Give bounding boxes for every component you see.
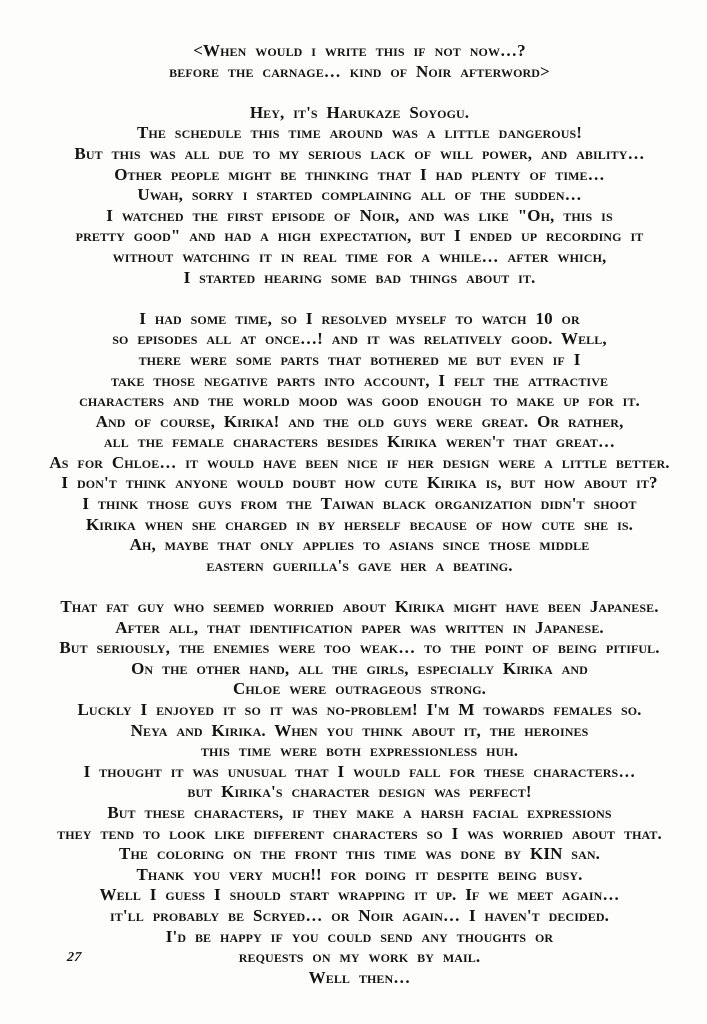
text-line: I'd be happy if you could send any thoughts or	[165, 926, 554, 946]
text-line: But this was all due to my serious lack of will power, and ability…	[74, 143, 645, 163]
text-line: Luckly I enjoyed it so it was no-problem! I'm M towards females so.	[77, 700, 642, 719]
text-line: they tend to look like different characters so I was worried about that.	[57, 823, 662, 843]
paragraph	[20, 103, 699, 288]
text-line: On the other hand, all the girls, especially Kirika and	[131, 658, 588, 678]
afterword-title	[20, 41, 699, 82]
text-line: all the female characters besides Kirika weren't that great…	[103, 432, 616, 452]
title-line: <When would i write this if not now…?	[193, 41, 526, 60]
text-line: Thank you very much!! for doing it despite being busy.	[136, 864, 583, 884]
text-line: Uwah, sorry i started complaining all of the sudden…	[137, 185, 582, 205]
text-line: but Kirika's character design was perfect!	[187, 782, 532, 802]
text-line: I had some time, so I resolved myself to watch 10 or	[139, 308, 580, 328]
text-line: Well then…	[308, 967, 411, 987]
text-line: characters and the world mood was good enough to make up for it.	[79, 391, 640, 411]
text-line: it'll probably be Scryed… or Noir again… I haven't decided.	[109, 905, 609, 925]
text-line: this time were both expressionless huh.	[200, 741, 519, 761]
text-line: take those negative parts into account, I felt the attractive	[110, 370, 609, 390]
text-line: After all, that identification paper was written in Japanese.	[115, 617, 604, 637]
text-line: The coloring on the front this time was done by KIN san.	[119, 844, 600, 864]
text-line: there were some parts that bothered me but even if I	[138, 349, 581, 369]
text-line: But seriously, the enemies were too weak… to the point of being pitiful.	[59, 638, 660, 658]
title-line: before the carnage… kind of Noir afterword>	[169, 61, 550, 81]
text-line: eastern guerilla's gave her a beating.	[206, 555, 513, 575]
text-line: Hey, it's Harukaze Soyogu.	[249, 102, 470, 122]
text-line: without watching it in real time for a while… after which,	[112, 246, 607, 266]
text-line: And of course, Kirika! and the old guys were great. Or rather,	[95, 411, 624, 431]
text-line: Other people might be thinking that I had plenty of time…	[114, 164, 605, 184]
text-line: The schedule this time around was a little dangerous!	[136, 123, 583, 143]
text-line: Kirika when she charged in by herself because of how cute she is.	[85, 514, 634, 534]
text-line: That fat guy who seemed worried about Kirika might have been Japanese.	[60, 597, 659, 617]
text-line: pretty good" and had a high expectation, but I ended up recording it	[75, 226, 644, 246]
afterword-content	[20, 41, 699, 988]
text-line: requests on my work by mail.	[238, 947, 481, 967]
text-line: I don't think anyone would doubt how cute Kirika is, but how about it?	[61, 473, 658, 493]
text-line: so episodes all at once…! and it was relatively good. Well,	[112, 329, 607, 349]
text-line: I started hearing some bad things about it.	[183, 267, 536, 287]
paragraph	[20, 309, 699, 577]
text-line: I think those guys from the Taiwan black organization didn't shoot	[82, 494, 637, 514]
text-line: I watched the first episode of Noir, and was like "Oh, this is	[106, 205, 613, 225]
text-line: But these characters, if they make a harsh facial expressions	[107, 802, 612, 822]
text-line: As for Chloe… it would have been nice if her design were a little better.	[49, 452, 670, 472]
afterword-body	[20, 103, 699, 989]
text-line: Well I guess I should start wrapping it up. If we meet again…	[99, 885, 620, 905]
page-number: 27	[66, 949, 83, 964]
text-line: Neya and Kirika. When you think about it, the heroines	[130, 720, 589, 740]
text-line: I thought it was unusual that I would fall for these characters…	[83, 761, 636, 781]
text-line: Chloe were outrageous strong.	[232, 679, 487, 699]
paragraph	[20, 597, 699, 988]
text-line: Ah, maybe that only applies to asians since those middle	[129, 535, 590, 555]
